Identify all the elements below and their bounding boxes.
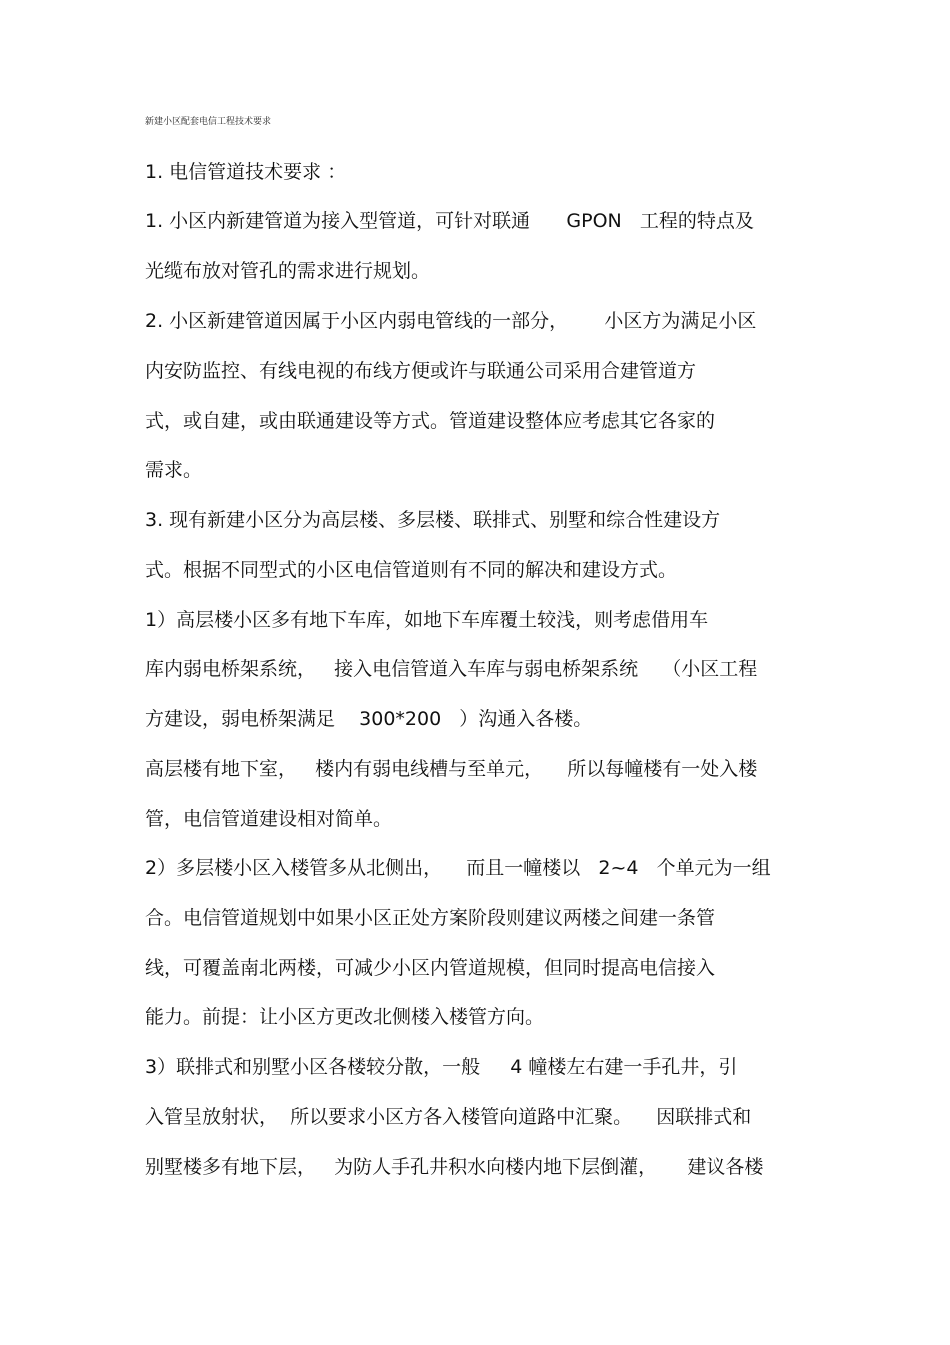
- paragraph-line: 3）联排式和别墅小区各楼较分散，一般 4 幢楼左右建一手孔井，引: [145, 1056, 738, 1078]
- paragraph-line: 2. 小区新建管道因属于小区内弱电管线的一部分， 小区方为满足小区: [145, 310, 757, 332]
- paragraph-line: 式。根据不同型式的小区电信管道则有不同的解决和建设方式。: [145, 559, 678, 581]
- paragraph-line: 需求。: [145, 459, 203, 481]
- paragraph-line: 内安防监控、有线电视的布线方便或许与联通公司采用合建管道方: [145, 360, 697, 382]
- paragraph-line: 线，可覆盖南北两楼，可减少小区内管道规模，但同时提高电信接入: [145, 957, 716, 979]
- paragraph-line: 别墅楼多有地下层， 为防人手孔井积水向楼内地下层倒灌， 建议各楼: [145, 1156, 764, 1178]
- section-heading-1: 1. 电信管道技术要求 ：: [145, 161, 347, 183]
- document-header-note: 新建小区配套电信工程技术要求: [145, 117, 272, 127]
- paragraph-line: 高层楼有地下室， 楼内有弱电线槽与至单元， 所以每幢楼有一处入楼: [145, 758, 758, 780]
- paragraph-line: 3. 现有新建小区分为高层楼、多层楼、联排式、别墅和综合性建设方: [145, 509, 721, 531]
- paragraph-line: 能力。前提：让小区方更改北侧楼入楼管方向。: [145, 1006, 545, 1028]
- paragraph-line: 光缆布放对管孔的需求进行规划。: [145, 260, 431, 282]
- paragraph-line: 1）高层楼小区多有地下车库，如地下车库覆土较浅，则考虑借用车: [145, 609, 709, 631]
- paragraph-line: 式，或自建，或由联通建设等方式。管道建设整体应考虑其它各家的: [145, 410, 716, 432]
- paragraph-line: 2）多层楼小区入楼管多从北侧出， 而且一幢楼以 2~4 个单元为一组: [145, 857, 771, 879]
- paragraph-line: 库内弱电桥架系统， 接入电信管道入车库与弱电桥架系统 （小区工程: [145, 658, 758, 680]
- paragraph-line: 合。电信管道规划中如果小区正处方案阶段则建议两楼之间建一条管: [145, 907, 716, 929]
- paragraph-line: 方建设，弱电桥架满足 300*200 ）沟通入各楼。: [145, 708, 593, 730]
- paragraph-line: 入管呈放射状， 所以要求小区方各入楼管向道路中汇聚。 因联排式和: [145, 1106, 752, 1128]
- paragraph-line: 1. 小区内新建管道为接入型管道，可针对联通 GPON 工程的特点及: [145, 210, 754, 232]
- paragraph-line: 管，电信管道建设相对简单。: [145, 808, 393, 830]
